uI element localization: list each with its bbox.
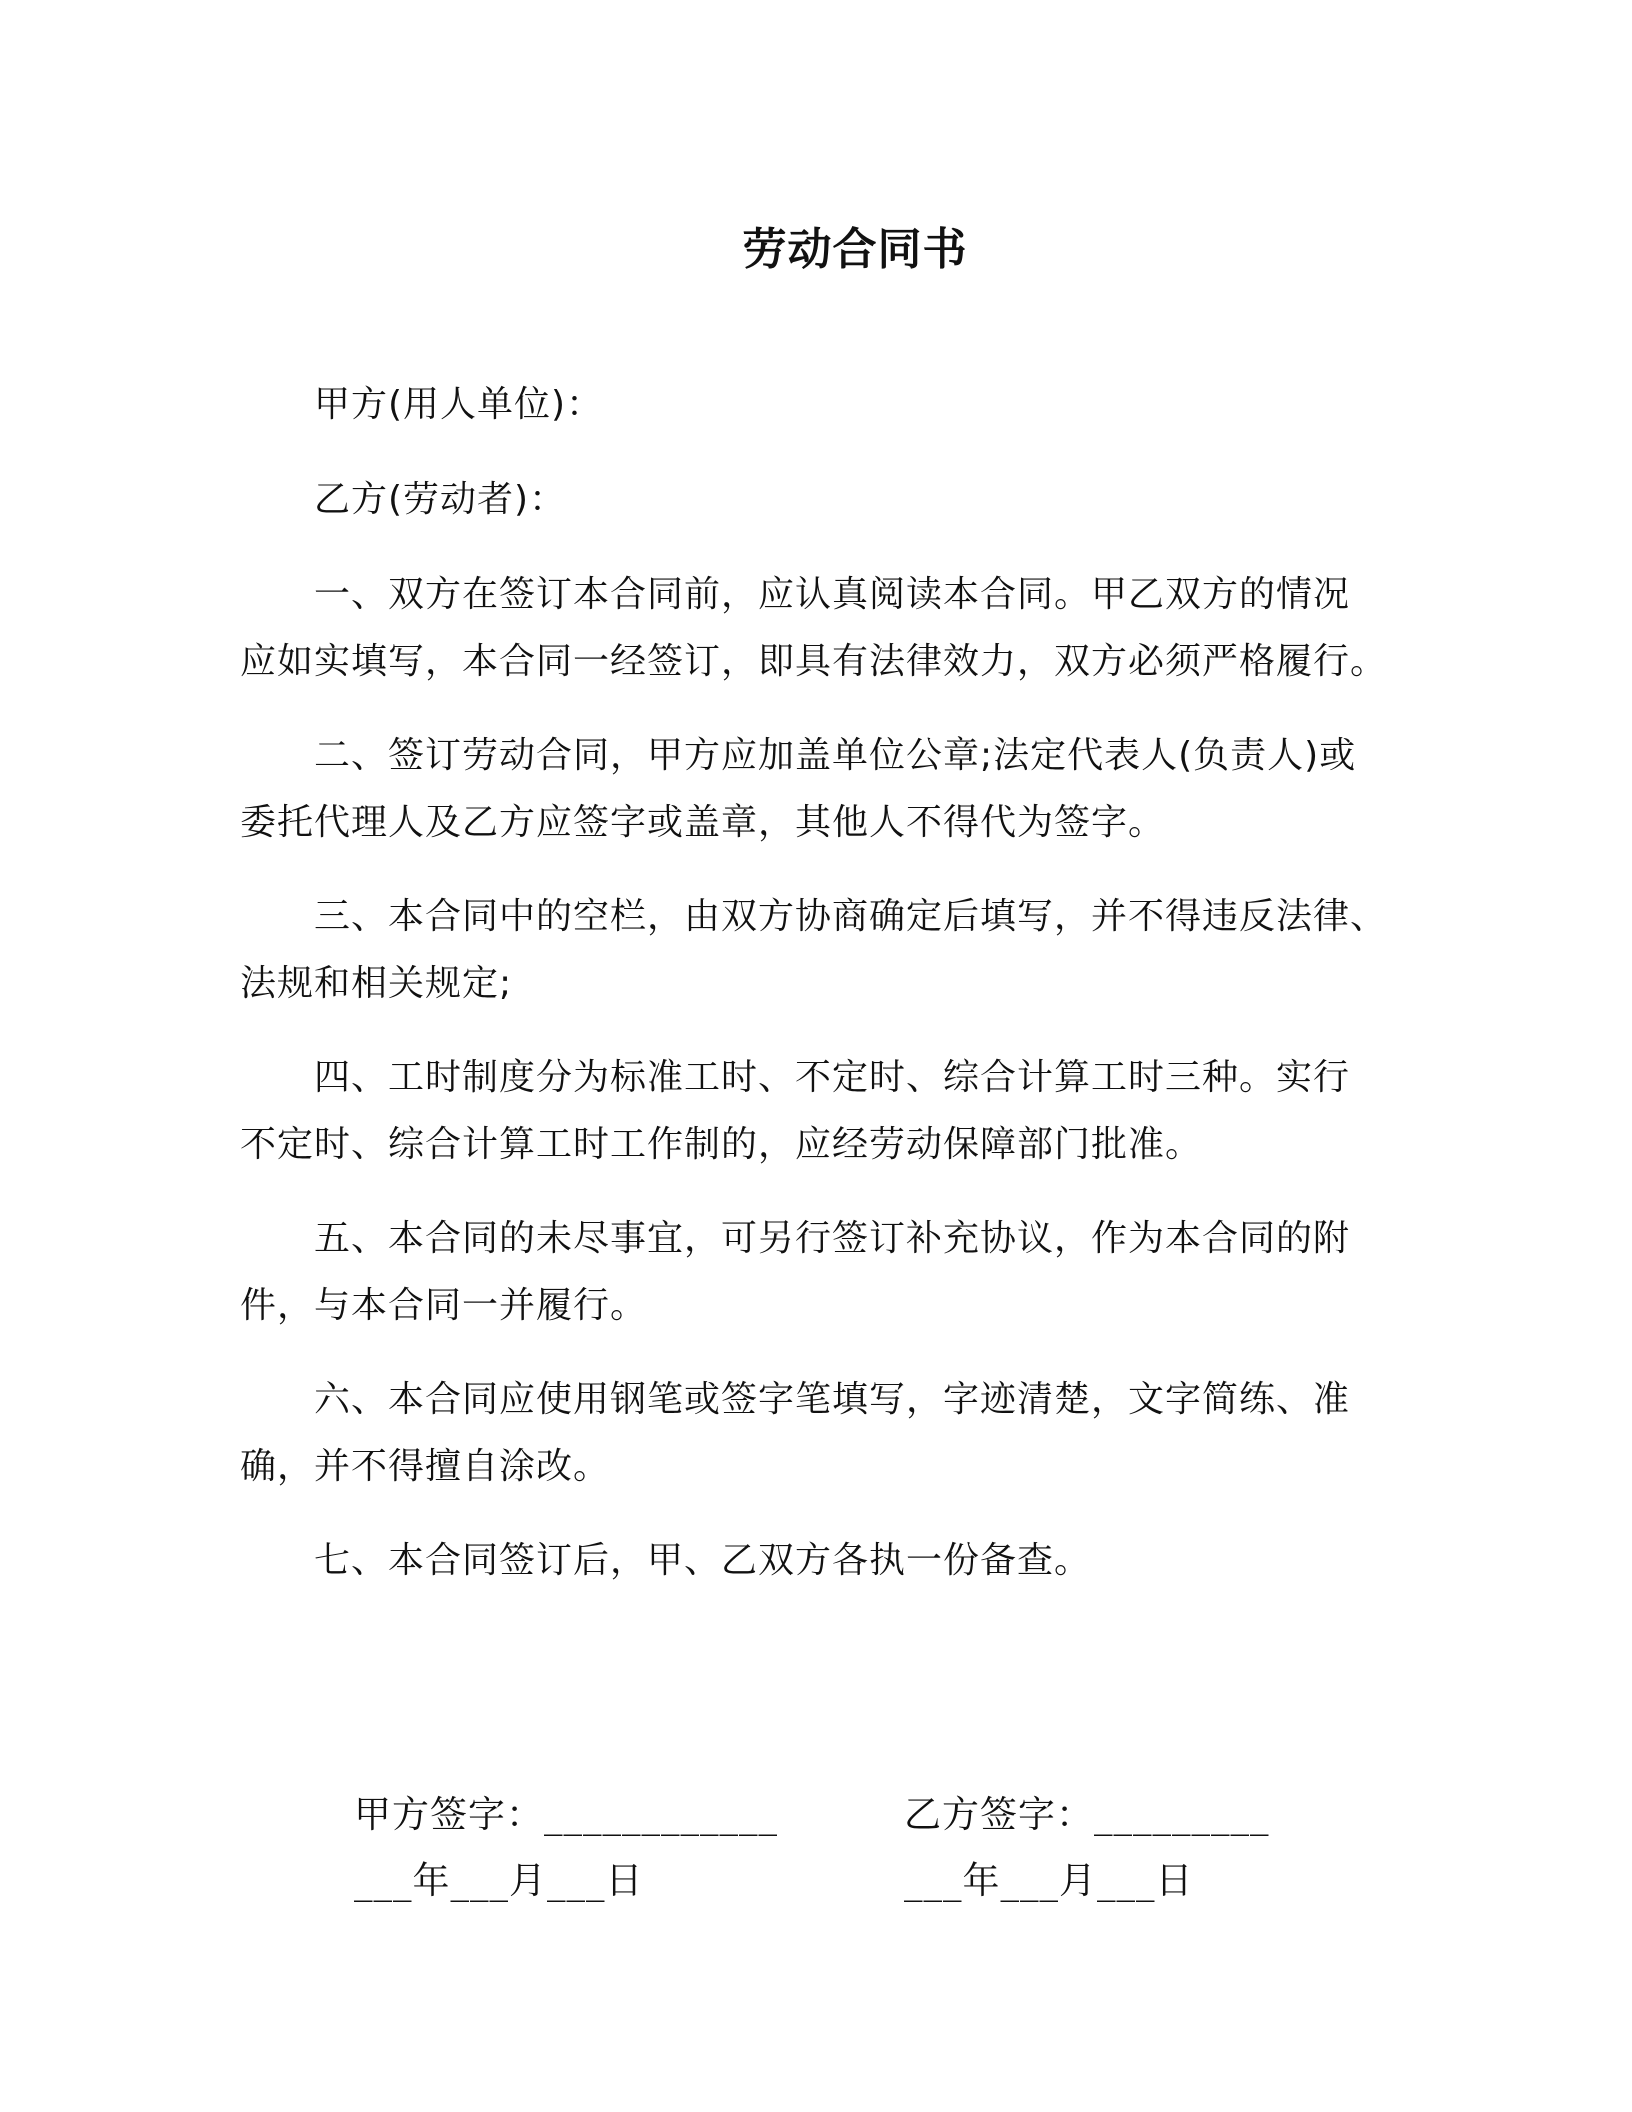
clause-4-line-2: 不定时、综合计算工时工作制的，应经劳动保障部门批准。: [240, 1124, 1203, 1165]
party-a-signature-field: 甲方签字：____________: [354, 1793, 778, 1836]
party-b-date-field: ___年___月___日: [904, 1859, 1194, 1902]
clause-3-line-2: 法规和相关规定;: [240, 963, 513, 1004]
clause-6-line-2: 确，并不得擅自涂改。: [240, 1446, 611, 1487]
clause-1-line-1: 一、双方在签订本合同前，应认真阅读本合同。甲乙双方的情况: [314, 574, 1351, 615]
clause-1-line-2: 应如实填写，本合同一经签订，即具有法律效力，双方必须严格履行。: [240, 641, 1388, 682]
clause-6-line-1: 六、本合同应使用钢笔或签字笔填写，字迹清楚，文字简练、准: [314, 1379, 1351, 1420]
document-title: 劳动合同书: [742, 224, 968, 275]
party-a-date-field: ___年___月___日: [354, 1859, 644, 1902]
clause-2-line-2: 委托代理人及乙方应签字或盖章，其他人不得代为签字。: [240, 802, 1166, 843]
clause-4-line-1: 四、工时制度分为标准工时、不定时、综合计算工时三种。实行: [314, 1057, 1351, 1098]
party-b-label: 乙方(劳动者)：: [314, 479, 567, 520]
party-a-label: 甲方(用人单位)：: [314, 384, 604, 425]
clause-7-line-1: 七、本合同签订后，甲、乙双方各执一份备查。: [314, 1540, 1092, 1581]
clause-3-line-1: 三、本合同中的空栏，由双方协商确定后填写，并不得违反法律、: [314, 896, 1388, 937]
clause-2-line-1: 二、签订劳动合同，甲方应加盖单位公章;法定代表人(负责人)或: [314, 735, 1357, 776]
party-b-signature-field: 乙方签字：_________: [904, 1793, 1270, 1836]
clause-5-line-2: 件，与本合同一并履行。: [240, 1285, 648, 1326]
clause-5-line-1: 五、本合同的未尽事宜，可另行签订补充协议，作为本合同的附: [314, 1218, 1351, 1259]
